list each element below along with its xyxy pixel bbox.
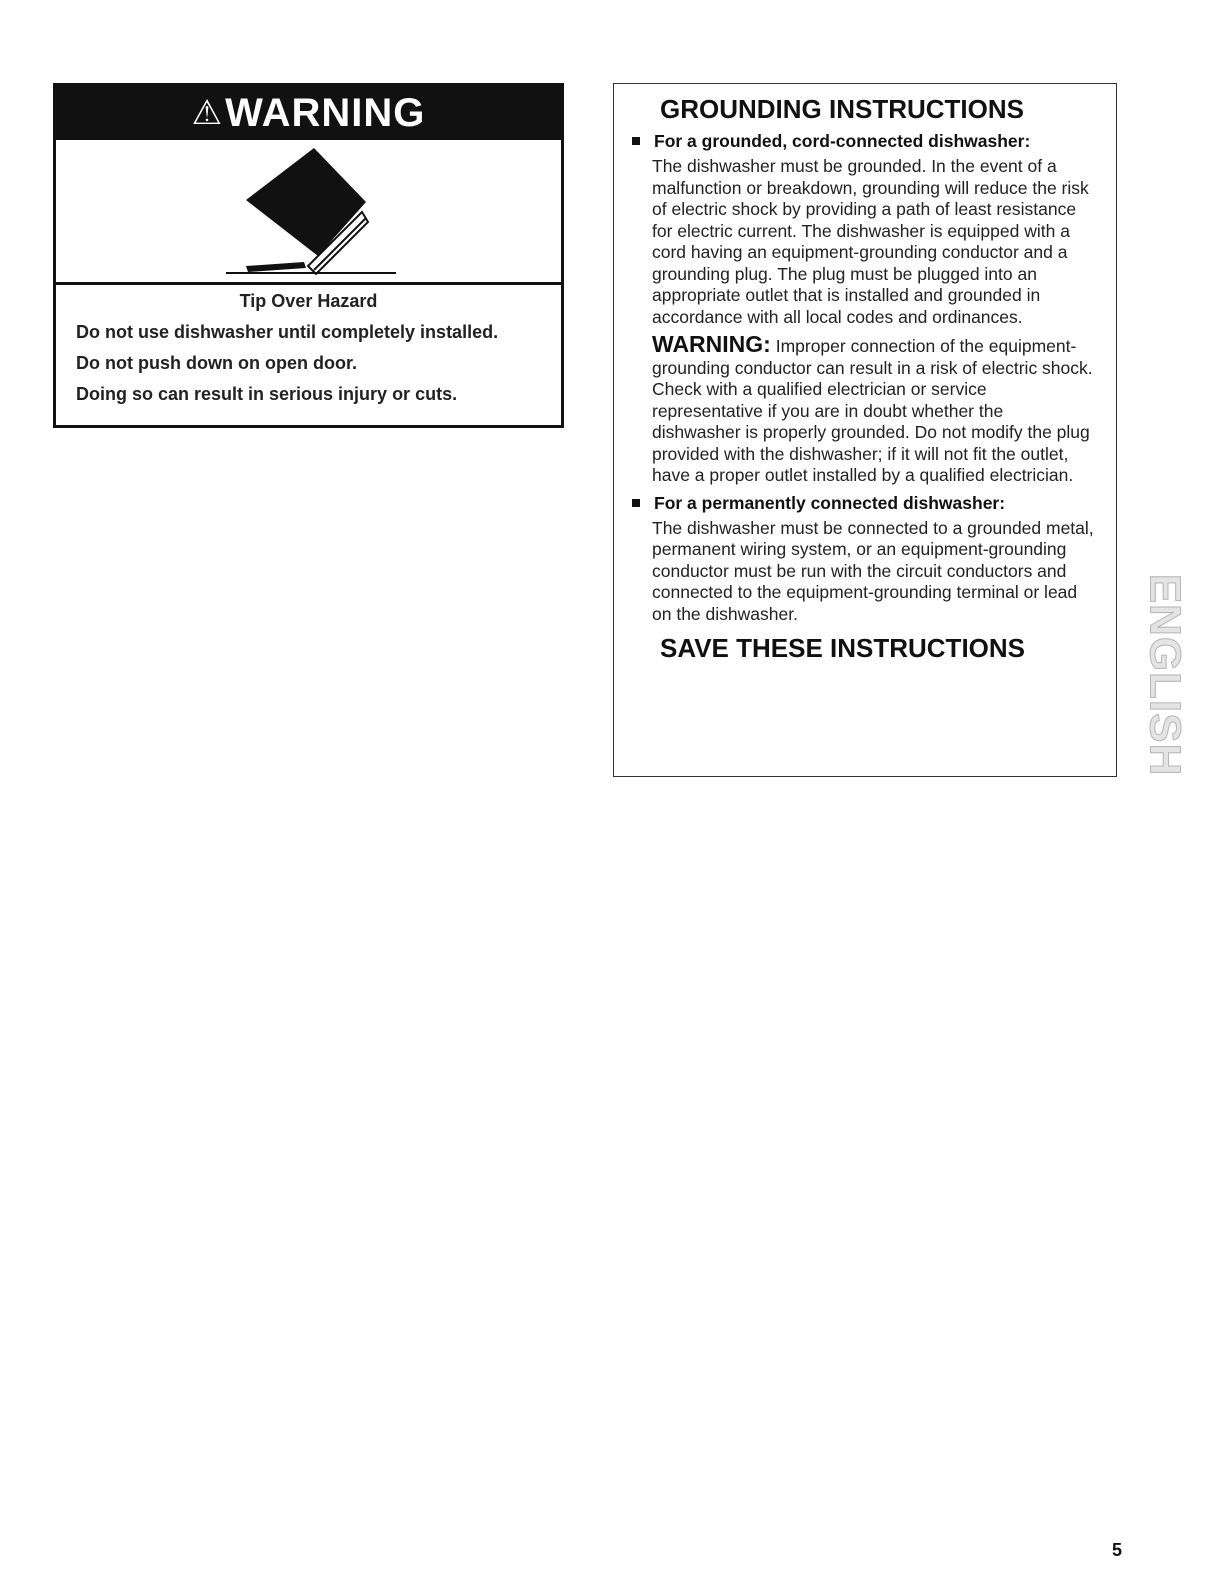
warning-paragraph bbox=[652, 331, 1096, 487]
section-heading-permanent bbox=[630, 493, 1096, 514]
grounding-title: GROUNDING INSTRUCTIONS bbox=[660, 94, 1024, 124]
section-body-cord-connected: The dishwasher must be grounded. In the event of a malfunction or breakdown, grounding will reduce the risk of electric shock by providing a path of least resistance for electric current. The dishwasher is equipped with a cord having an equipment-grounding conductor and a grounding plug. The plug must be plugged into an appropriate outlet that is installed and grounded in accordance with all local codes and ordinances. bbox=[652, 156, 1089, 327]
warning-header bbox=[56, 86, 561, 140]
hazard-title: Tip Over Hazard bbox=[239, 291, 378, 311]
tipping-dishwasher-icon bbox=[56, 140, 561, 282]
language-tab bbox=[1140, 560, 1190, 790]
warning-header-text: WARNING bbox=[225, 90, 426, 135]
warning-body: Improper connection of the equipment-grounding conductor can result in a risk of electric shock. Check with a qualified electrician or service representative if you are in doubt whether the dishwasher is properly grounded. Do not modify the plug provided with the dishwasher; if it will not fit the outlet, have a proper outlet installed by a qualified electrician. bbox=[652, 336, 1093, 485]
save-instructions: SAVE THESE INSTRUCTIONS bbox=[660, 633, 1026, 663]
grounding-instructions-box bbox=[613, 83, 1117, 777]
warning-line: Doing so can result in serious injury or cuts. bbox=[76, 384, 458, 404]
warning-label: WARNING: bbox=[652, 331, 771, 357]
language-tab-label: ENGLISH bbox=[1140, 573, 1190, 777]
section-heading-text: For a grounded, cord-connected dishwasher: bbox=[654, 131, 1031, 151]
bullet-icon bbox=[632, 499, 640, 507]
warning-line: Do not push down on open door. bbox=[76, 353, 357, 373]
warning-box bbox=[53, 83, 564, 428]
section-heading-cord-connected bbox=[630, 131, 1096, 152]
page-number: 5 bbox=[1112, 1540, 1123, 1560]
section-heading-text: For a permanently connected dishwasher: bbox=[654, 492, 1006, 513]
warning-triangle-icon: ⚠ bbox=[191, 94, 224, 132]
warning-line: Do not use dishwasher until completely installed. bbox=[76, 322, 499, 342]
bullet-icon bbox=[632, 137, 640, 145]
tip-over-illustration bbox=[56, 140, 561, 285]
section-body-permanent: The dishwasher must be connected to a grounded metal, permanent wiring system, or an equipment-grounding conductor must be run with the circuit conductors and connected to the equipment-grounding terminal or lead on the dishwasher. bbox=[652, 517, 1094, 624]
